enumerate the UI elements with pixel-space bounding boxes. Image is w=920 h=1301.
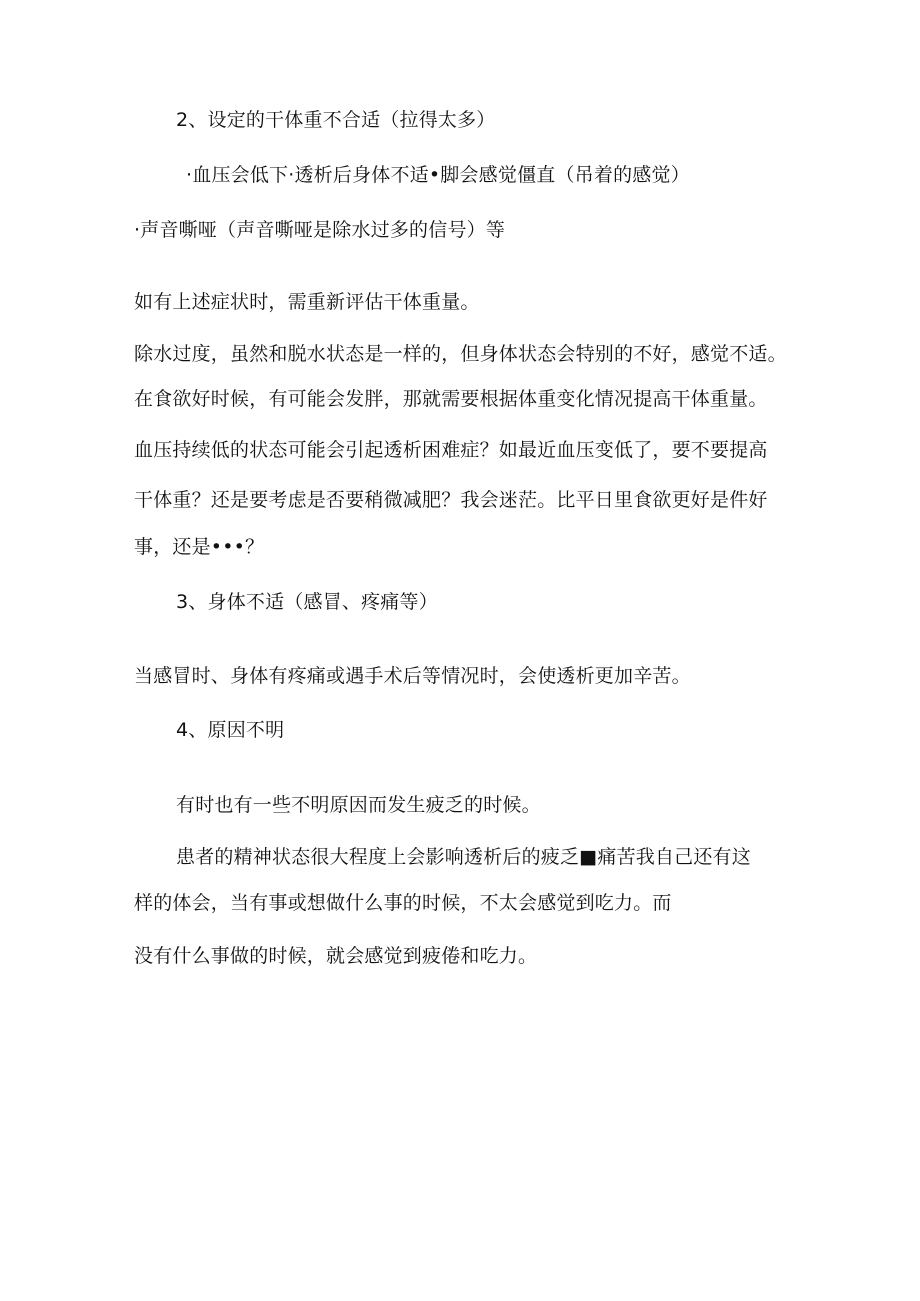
paragraph-line: 患者的精神状态很大程度上会影响透析后的疲乏■痛苦我自己还有这: [176, 846, 751, 868]
paragraph-line: 没有什么事做的时候，就会感觉到疲倦和吃力。: [134, 945, 538, 967]
bullet-line: ·声音嘶哑（声音嘶哑是除水过多的信号）等: [134, 219, 506, 241]
paragraph-line: 事，还是•••？: [134, 536, 265, 558]
paragraph-line: 在食欲好时候，有可能会发胖，那就需要根据体重变化情况提高干体重量。: [134, 388, 768, 410]
paragraph-line: 血压持续低的状态可能会引起透析困难症？如最近血压变低了，要不要提高: [134, 439, 768, 461]
paragraph-line: 如有上述症状时，需重新评估干体重量。: [134, 291, 480, 313]
section-heading-4: 4、原因不明: [176, 719, 285, 741]
paragraph-line: 除水过度，虽然和脱水状态是一样的，但身体状态会特别的不好，感觉不适。: [134, 343, 787, 365]
bullet-line: ·血压会低下·透析后身体不适•脚会感觉僵直（吊着的感觉）: [186, 164, 690, 186]
paragraph-line: 样的体会，当有事或想做什么事的时候，不太会感觉到吃力。而: [134, 892, 672, 914]
paragraph-line: 干体重？还是要考虑是否要稍微减肥？我会迷茫。比平日里食欲更好是件好: [134, 489, 768, 511]
section-heading-3: 3、身体不适（感冒、疼痛等）: [176, 591, 438, 613]
paragraph-line: 当感冒时、身体有疼痛或遇手术后等情况时，会使透析更加辛苦。: [134, 665, 691, 687]
section-heading-2: 2、设定的干体重不合适（拉得太多）: [176, 109, 496, 131]
paragraph-line: 有时也有一些不明原因而发生疲乏的时候。: [176, 794, 541, 816]
